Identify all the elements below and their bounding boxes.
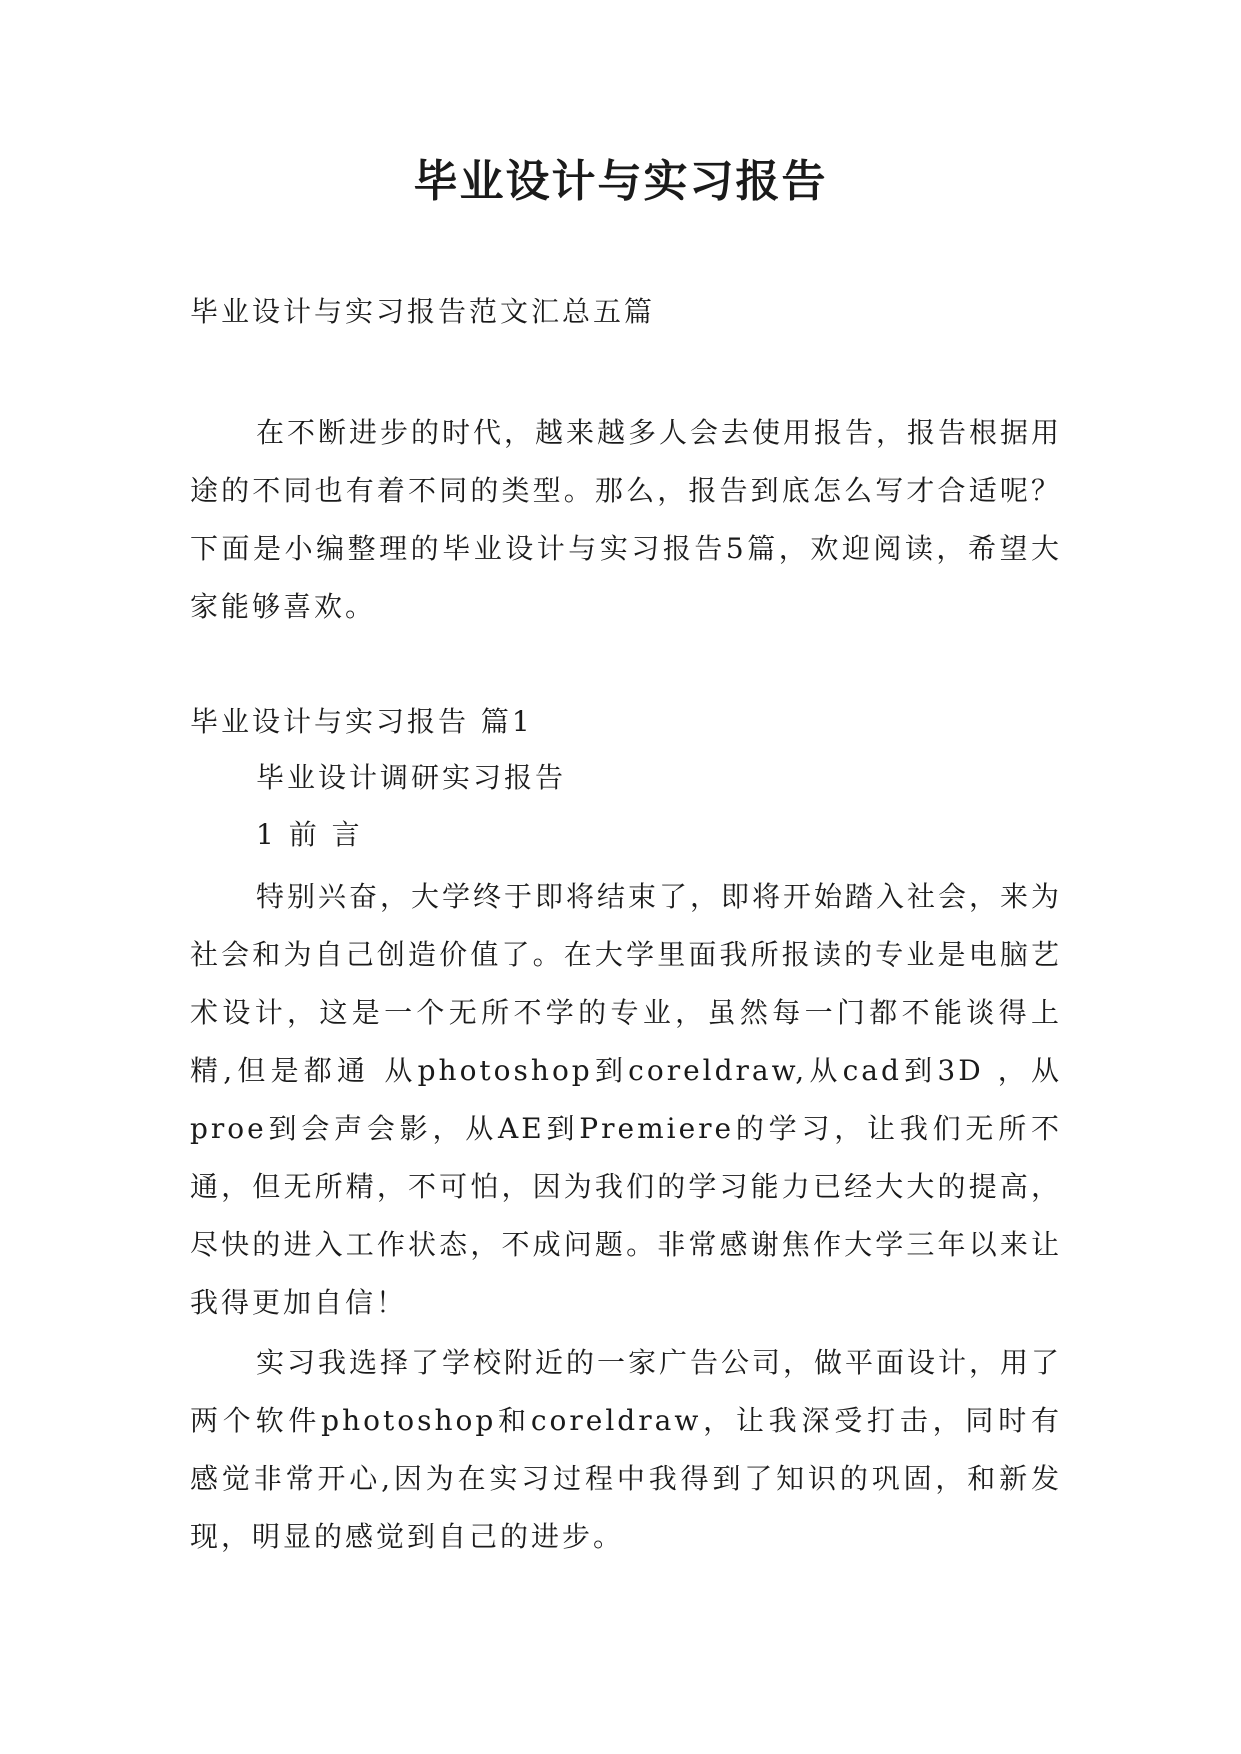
section-heading: 毕业设计与实习报告 篇1: [190, 705, 533, 738]
document-subtitle: 毕业设计与实习报告范文汇总五篇: [190, 295, 656, 328]
preface-heading: 1 前 言: [256, 818, 363, 851]
document-title: 毕业设计与实习报告: [413, 156, 828, 207]
body-paragraph-1: 特别兴奋，大学终于即将结束了，即将开始踏入社会，来为社会和为自己创造价值了。在大学里面我所报读的专业是电脑艺术设计，这是一个无所不学的专业，虽然每一门都不能谈得上精,但是都通 从photoshop到coreldraw,从cad到3D ，从proe到会声会影，从AE到Premiere的学习，让我们无所不通，但无所精，不可怕，因为我们的学习能力已经大大的提高，尽快的进入工作状态，不成问题。非常感谢焦作大学三年以来让我得更加自信！: [190, 880, 1063, 1319]
intro-paragraph: 在不断进步的时代，越来越多人会去使用报告，报告根据用途的不同也有着不同的类型。那么，报告到底怎么写才合适呢？下面是小编整理的毕业设计与实习报告5篇，欢迎阅读，希望大家能够喜欢。: [190, 416, 1063, 623]
report-title: 毕业设计调研实习报告: [256, 761, 567, 794]
body-paragraph-2: 实习我选择了学校附近的一家广告公司，做平面设计，用了两个软件photoshop和coreldraw，让我深受打击，同时有感觉非常开心,因为在实习过程中我得到了知识的巩固，和新发现，明显的感觉到自己的进步。: [190, 1346, 1063, 1553]
